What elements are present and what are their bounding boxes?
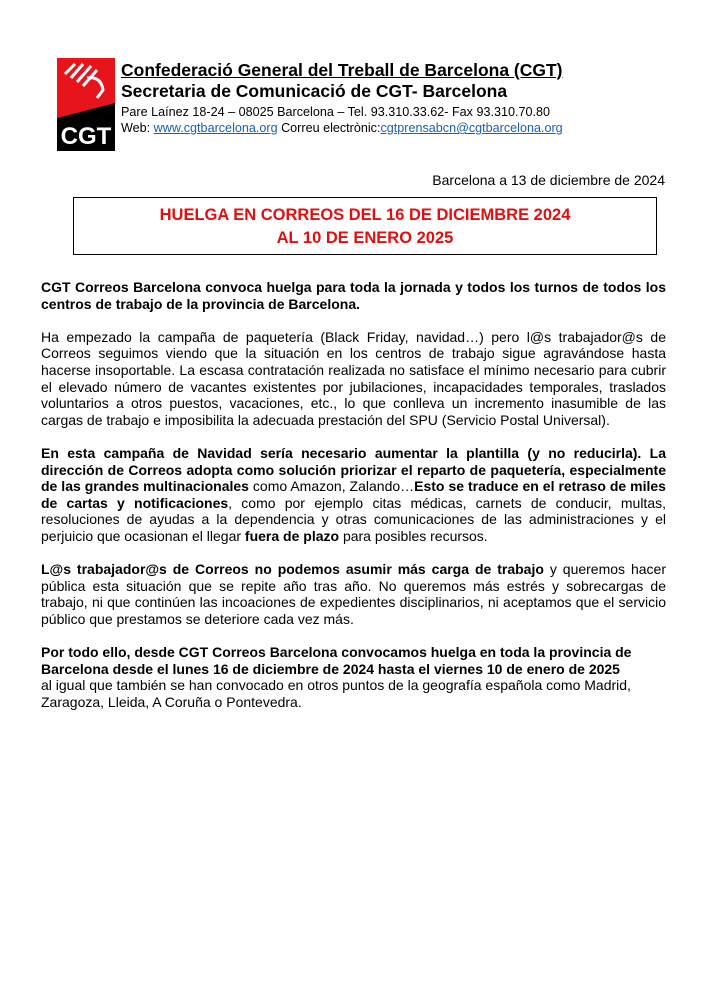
email-label: Correu electrònic: [277, 121, 381, 135]
document-body [41, 279, 666, 727]
p3-text-4: , como por ejemplo citas médicas, carnets de conducir, multas, resoluciones de ayudas a la dependencia y otras comunicaciones de las administraciones y el perjuicio que ocasionan el llegar [41, 494, 666, 544]
paragraph-2: Ha empezado la campaña de paquetería (Black Friday, navidad…) pero l@s trabajador@s de Correos seguimos viendo que la situación en los centros de trabajo sigue agravándose hasta hacerse insoportable. La escasa contratación realizada no satisface el mínimo necesario para cubrir el elevado número de vacantes existentes por jubilaciones, incapacidades temporales, traslados voluntarios a otros puestos, vacaciones, etc., lo que conlleva un incremento inasumible de las cargas de trabajo e imposibilita la adecuada prestación del SPU (Servicio Postal Universal). [41, 328, 666, 428]
p1-bold: CGT Correos Barcelona convoca huelga para toda la jornada y todos los turnos de todos los centros de trabajo de la provincia de Barcelona. [41, 279, 666, 312]
title-line-1: HUELGA EN CORREOS DEL 16 DE DICIEMBRE 2024 [159, 206, 571, 224]
p4-text-2: y queremos hacer pública esta situación que se repite año tras año. No queremos más estrés y sobrecargas de trabajo, ni que continúen las incoaciones de expedientes disciplinarios, ni aceptamos que el servicio público que prestamos se deteriore cada vez más. [41, 561, 666, 627]
p3-bold-5: fuera de plazo [244, 527, 340, 544]
paragraph-1 [41, 279, 666, 312]
contact-line [121, 120, 563, 136]
p3-bold-3: Esto se traduce en el retraso de miles de cartas y notificaciones [41, 478, 666, 511]
title-line-2: AL 10 DE ENERO 2025 [276, 229, 454, 247]
p3-text-6: para posibles recursos. [339, 527, 488, 544]
letterhead [121, 60, 563, 136]
web-link[interactable]: www.cgtbarcelona.org [153, 121, 278, 135]
p3-text-2: como Amazon, Zalando… [248, 478, 415, 495]
paragraph-3 [41, 445, 666, 545]
p3-bold-1: En esta campaña de Navidad sería necesario aumentar la plantilla (y no reducirla). La dirección de Correos adopta como solución priorizar el reparto de paquetería, especialmente de las grandes multinacionales [41, 444, 666, 495]
web-label: Web: [121, 121, 154, 135]
p5-bold-1: Por todo ello, desde CGT Correos Barcelona convocamos huelga en toda la provincia de Barcelona desde el lunes 16 de diciembre de 2024 hasta el viernes 10 de enero de 2025 [41, 644, 632, 677]
address: Pare Laínez 18-24 – 08025 Barcelona – Tel. 93.310.33.62- Fax 93.310.70.80 [121, 105, 550, 119]
paragraph-5 [41, 644, 666, 710]
document-date: Barcelona a 13 de diciembre de 2024 [432, 172, 665, 188]
p5-text-2: al igual que también se han convocado en otros puntos de la geografía española como Madrid, Zaragoza, Lleida, A Coruña o Pontevedra. [41, 677, 631, 710]
p4-bold-1: L@s trabajador@s de Correos no podemos asumir más carga de trabajo [41, 561, 544, 578]
paragraph-4 [41, 561, 666, 627]
email-link[interactable]: cgtprensabcn@cgtbarcelona.org [380, 121, 563, 135]
title-box [73, 197, 657, 255]
cgt-logo [57, 58, 115, 151]
secretariat-name: Secretaria de Comunicació de CGT- Barcelona [121, 81, 508, 101]
org-name: Confederació General del Treball de Barcelona (CGT) [121, 60, 563, 80]
logo-text: CGT [60, 123, 112, 150]
